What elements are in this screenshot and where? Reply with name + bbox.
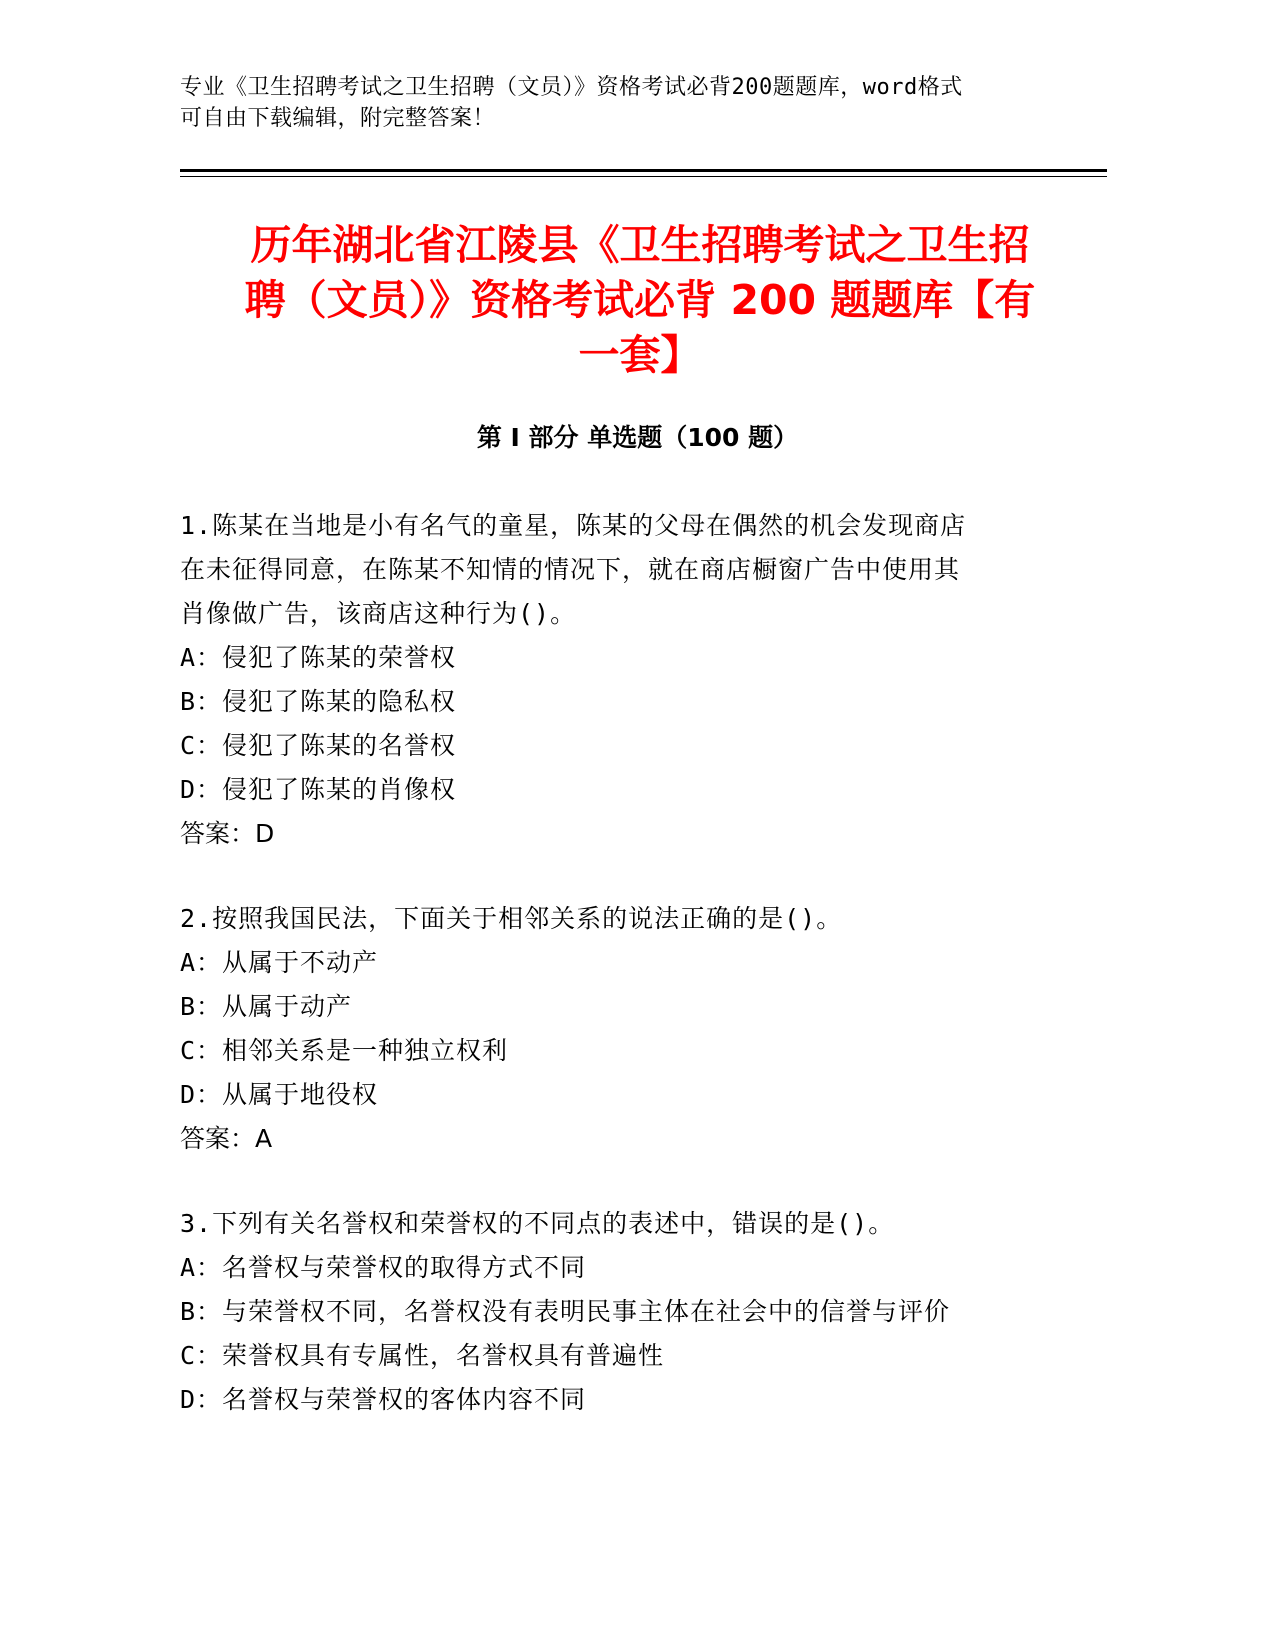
header-note-line: 专业《卫生招聘考试之卫生招聘（文员）》资格考试必背200题题库，word格式 <box>180 75 963 100</box>
title-line: 聘（文员）》资格考试必背 200 题题库【有 <box>244 276 1036 324</box>
section-heading: 第 I 部分 单选题（100 题） <box>476 423 799 452</box>
question-stem-line: 3.下列有关名誉权和荣誉权的不同点的表述中，错误的是()。 <box>180 1209 895 1238</box>
question-item <box>180 1202 1080 1422</box>
option-b: B：侵犯了陈某的隐私权 <box>180 687 457 716</box>
option-a: A：名誉权与荣誉权的取得方式不同 <box>180 1253 587 1282</box>
option-a: A：从属于不动产 <box>180 948 379 977</box>
header-note-line: 可自由下载编辑，附完整答案！ <box>180 106 496 131</box>
title-line: 一套】 <box>578 331 702 379</box>
option-b: B：从属于动产 <box>180 992 353 1021</box>
header-note <box>180 72 1040 134</box>
document-title <box>190 218 1090 383</box>
header-divider-thick <box>180 169 1107 172</box>
question-item <box>180 504 1080 856</box>
option-c: C：相邻关系是一种独立权利 <box>180 1036 509 1065</box>
option-b: B：与荣誉权不同，名誉权没有表明民事主体在社会中的信誉与评价 <box>180 1297 951 1326</box>
option-a: A：侵犯了陈某的荣誉权 <box>180 643 457 672</box>
question-item <box>180 897 1080 1161</box>
question-stem-line: 2.按照我国民法，下面关于相邻关系的说法正确的是()。 <box>180 904 843 933</box>
question-spacer <box>180 1161 1080 1202</box>
option-c: C：荣誉权具有专属性，名誉权具有普遍性 <box>180 1341 665 1370</box>
question-stem-line: 在未征得同意，在陈某不知情的情况下，就在商店橱窗广告中使用其 <box>180 555 961 584</box>
option-d: D：从属于地役权 <box>180 1080 379 1109</box>
header-divider-thin <box>180 176 1107 177</box>
title-line: 历年湖北省江陵县《卫生招聘考试之卫生招 <box>250 221 1030 269</box>
question-spacer <box>180 856 1080 897</box>
answer-line: 答案：D <box>180 819 275 848</box>
answer-line: 答案：A <box>180 1124 273 1153</box>
option-d: D：名誉权与荣誉权的客体内容不同 <box>180 1385 587 1414</box>
question-list <box>180 504 1080 1422</box>
option-c: C：侵犯了陈某的名誉权 <box>180 731 457 760</box>
question-stem-line: 1.陈某在当地是小有名气的童星，陈某的父母在偶然的机会发现商店 <box>180 511 967 540</box>
option-d: D：侵犯了陈某的肖像权 <box>180 775 457 804</box>
question-stem-line: 肖像做广告，该商店这种行为()。 <box>180 599 577 628</box>
